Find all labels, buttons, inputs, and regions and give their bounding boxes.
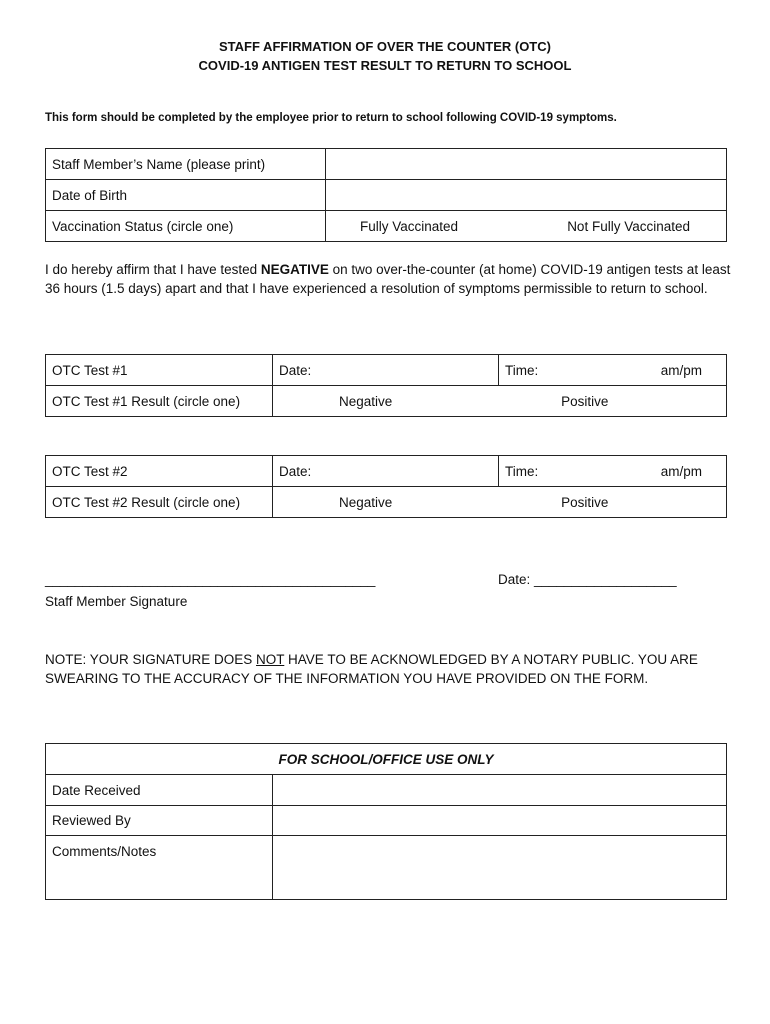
comments-label: Comments/Notes (46, 836, 273, 900)
form-title-line2: COVID-19 ANTIGEN TEST RESULT TO RETURN TO SCHOOL (198, 58, 572, 73)
affirmation-negative-bold: NEGATIVE (260, 262, 329, 277)
test1-label: OTC Test #1 (46, 355, 273, 386)
test2-ampm-label: am/pm (660, 463, 702, 479)
option-not-fully-vaccinated[interactable]: Not Fully Vaccinated (567, 218, 690, 234)
staff-info-table (45, 148, 727, 242)
note-text-before: NOTE: YOUR SIGNATURE DOES (45, 652, 257, 667)
dob-label: Date of Birth (46, 180, 326, 211)
test2-negative-option[interactable]: Negative (339, 494, 393, 510)
note-text-after: HAVE TO BE ACKNOWLEDGED BY A NOTARY PUBLIC. YOU ARE SWEARING TO THE ACCURACY OF THE INFORMATION YOU HAVE PROVIDED ON THE FORM. (45, 652, 698, 686)
affirmation-paragraph (45, 260, 735, 298)
test1-date-label: Date: (279, 362, 312, 378)
otc-test2-table (45, 455, 727, 518)
signature-line[interactable]: ____________________________________________ (45, 572, 376, 587)
dob-field[interactable] (326, 180, 727, 211)
test1-positive-option[interactable]: Positive (561, 393, 609, 409)
signature-label: Staff Member Signature (45, 594, 188, 609)
vaccination-status-options (326, 211, 727, 242)
staff-name-label: Staff Member’s Name (please print) (46, 149, 326, 180)
test1-time-label: Time: (505, 362, 539, 378)
reviewed-by-label: Reviewed By (46, 806, 273, 836)
intro-instruction: This form should be completed by the employee prior to return to school following COVID-19 symptoms. (45, 112, 617, 124)
test2-result-label: OTC Test #2 Result (circle one) (46, 487, 273, 518)
notary-note (45, 650, 735, 688)
test2-time-field[interactable] (499, 456, 727, 487)
office-use-table (45, 743, 727, 900)
signature-date-line[interactable]: Date: ___________________ (498, 572, 677, 587)
test2-date-field[interactable] (273, 456, 499, 487)
staff-name-field[interactable] (326, 149, 727, 180)
test2-time-label: Time: (505, 463, 539, 479)
test1-result-options (273, 386, 727, 417)
reviewed-by-field[interactable] (273, 806, 727, 836)
test1-ampm-label: am/pm (660, 362, 702, 378)
form-title-line1: STAFF AFFIRMATION OF OVER THE COUNTER (OTC) (219, 39, 551, 54)
test2-result-options (273, 487, 727, 518)
office-use-header: FOR SCHOOL/OFFICE USE ONLY (46, 744, 727, 775)
test1-result-label: OTC Test #1 Result (circle one) (46, 386, 273, 417)
date-received-label: Date Received (46, 775, 273, 806)
test1-negative-option[interactable]: Negative (339, 393, 393, 409)
affirmation-text-after: on two over-the-counter (at home) COVID-19 antigen tests at least 36 hours (1.5 days) apart and that I have experienced a resolution of symptoms permissible to return to school. (45, 262, 731, 296)
affirmation-text-before: I do hereby affirm that I have tested (45, 262, 261, 277)
option-fully-vaccinated[interactable]: Fully Vaccinated (360, 218, 459, 234)
vaccination-status-label: Vaccination Status (circle one) (46, 211, 326, 242)
date-received-field[interactable] (273, 775, 727, 806)
otc-test1-table (45, 354, 727, 417)
test2-date-label: Date: (279, 463, 312, 479)
test2-label: OTC Test #2 (46, 456, 273, 487)
comments-field[interactable] (273, 836, 727, 900)
test2-positive-option[interactable]: Positive (561, 494, 609, 510)
note-not-underlined: NOT (256, 652, 285, 667)
test1-date-field[interactable] (273, 355, 499, 386)
test1-time-field[interactable] (499, 355, 727, 386)
